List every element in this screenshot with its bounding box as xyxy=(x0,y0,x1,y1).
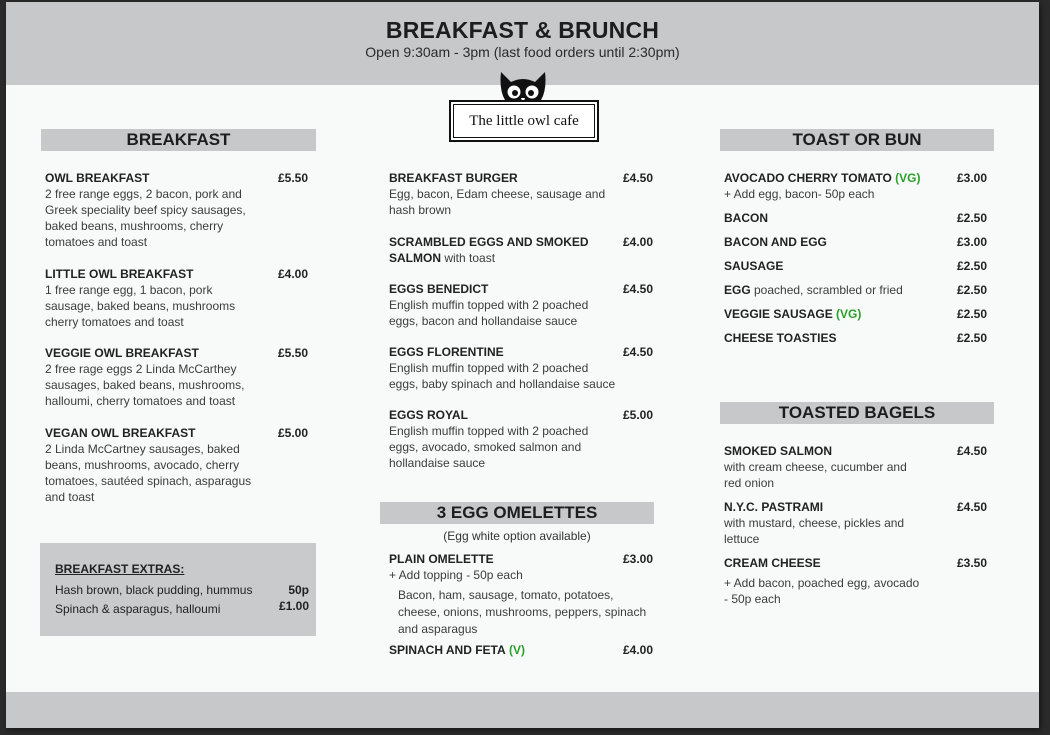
item-desc: and toast xyxy=(45,490,95,504)
item-desc: baked beans, mushrooms, cherry xyxy=(45,219,224,233)
item-name: LITTLE OWL BREAKFAST xyxy=(45,267,194,281)
menu-item xyxy=(45,266,270,330)
item-desc: sausage, baked beans, mushrooms xyxy=(45,299,236,313)
item-price: £4.50 xyxy=(623,345,654,359)
section-heading-bagels: TOASTED BAGELS xyxy=(720,402,994,424)
item-price: £2.50 xyxy=(957,211,988,225)
vegan-tag: (VG) xyxy=(895,171,921,185)
item-price: £2.50 xyxy=(957,331,988,345)
menu-item xyxy=(45,425,270,505)
item-desc: + Add bacon, poached egg, avocado xyxy=(724,576,920,590)
item-desc: with toast xyxy=(441,251,496,265)
menu-item xyxy=(724,330,836,346)
item-desc: poached, scrambled or fried xyxy=(750,283,903,297)
item-desc: 1 free range egg, 1 bacon, pork xyxy=(45,283,213,297)
item-name: BREAKFAST BURGER xyxy=(389,171,518,185)
item-name: CHEESE TOASTIES xyxy=(724,331,837,345)
item-price: £5.50 xyxy=(278,346,309,360)
vegetarian-tag: (V) xyxy=(509,643,526,657)
item-desc: lettuce xyxy=(724,532,760,546)
item-price: £4.00 xyxy=(623,235,654,249)
item-name: VEGAN OWL BREAKFAST xyxy=(45,426,196,440)
item-price: £2.50 xyxy=(957,283,988,297)
item-desc: + Add egg, bacon- 50p each xyxy=(724,187,875,201)
vegan-tag: (VG) xyxy=(836,307,862,321)
logo-frame xyxy=(449,100,599,142)
item-desc: halloumi, cherry tomatoes and toast xyxy=(45,394,236,408)
menu-item xyxy=(724,555,949,607)
item-name: VEGGIE SAUSAGE xyxy=(724,307,833,321)
section-heading-breakfast: BREAKFAST xyxy=(41,129,316,151)
item-name: EGGS FLORENTINE xyxy=(389,345,504,359)
extras-price: 50p xyxy=(288,583,309,597)
item-price: £5.50 xyxy=(278,171,309,185)
menu-item xyxy=(724,234,827,250)
item-price: £3.50 xyxy=(957,556,988,570)
item-price: £2.50 xyxy=(957,259,988,273)
omelette-note: (Egg white option available) xyxy=(443,529,591,543)
item-price: £2.50 xyxy=(957,307,988,321)
item-desc: hollandaise sauce xyxy=(389,456,486,470)
item-desc: tomatoes, sautéed spinach, asparagus xyxy=(45,474,252,488)
item-name: N.Y.C. PASTRAMI xyxy=(724,500,824,514)
item-name: EGG xyxy=(724,283,751,297)
extras-price: £1.00 xyxy=(278,599,309,613)
item-name: AVOCADO CHERRY TOMATO xyxy=(724,171,892,185)
item-desc: English muffin topped with 2 poached xyxy=(389,424,589,438)
topping-line: Bacon, ham, sausage, tomato, potatoes, xyxy=(398,588,614,602)
menu-item xyxy=(389,281,624,329)
menu-item xyxy=(389,642,619,658)
item-desc: with cream cheese, cucumber and xyxy=(724,460,907,474)
item-name: BACON xyxy=(724,211,768,225)
item-name: SMOKED SALMON xyxy=(724,444,832,458)
item-desc: beans, mushrooms, avocado, cherry xyxy=(45,458,240,472)
item-name: OWL BREAKFAST xyxy=(45,171,150,185)
menu-item xyxy=(724,210,768,226)
menu-item xyxy=(389,551,654,583)
item-desc: 2 free rage eggs 2 Linda McCarthey xyxy=(45,362,237,376)
item-name: SPINACH AND FETA xyxy=(389,643,506,657)
item-name: PLAIN OMELETTE xyxy=(389,552,494,566)
item-price: £5.00 xyxy=(623,408,654,422)
menu-item xyxy=(724,170,954,202)
footer-band xyxy=(6,692,1039,728)
item-desc: eggs, baby spinach and hollandaise sauce xyxy=(389,377,616,391)
item-desc: - 50p each xyxy=(724,592,781,606)
topping-list xyxy=(398,587,658,638)
item-desc: + Add topping - 50p each xyxy=(389,568,523,582)
item-desc: cherry tomatoes and toast xyxy=(45,315,184,329)
menu-item xyxy=(724,443,944,491)
item-desc: English muffin topped with 2 poached xyxy=(389,361,589,375)
item-price: £4.50 xyxy=(623,171,654,185)
item-price: £4.50 xyxy=(957,444,988,458)
item-desc: English muffin topped with 2 poached xyxy=(389,298,589,312)
menu-item xyxy=(389,407,624,471)
item-name: EGGS BENEDICT xyxy=(389,282,489,296)
item-desc: eggs, avocado, smoked salmon and xyxy=(389,440,582,454)
item-desc: red onion xyxy=(724,476,775,490)
item-desc: with mustard, cheese, pickles and xyxy=(724,516,905,530)
menu-item xyxy=(45,170,270,250)
cafe-logo xyxy=(449,70,599,145)
item-price: £4.50 xyxy=(623,282,654,296)
opening-hours: Open 9:30am - 3pm (last food orders until 2:30pm) xyxy=(365,44,680,60)
item-desc: hash brown xyxy=(389,203,452,217)
menu-page xyxy=(6,2,1039,728)
section-heading-toast: TOAST OR BUN xyxy=(720,129,994,151)
menu-item xyxy=(724,282,903,298)
page-title: BREAKFAST & BRUNCH xyxy=(385,17,660,43)
item-desc: Greek speciality beef spicy sausages, xyxy=(45,203,246,217)
menu-item xyxy=(389,344,629,392)
item-name: BACON AND EGG xyxy=(724,235,827,249)
menu-item xyxy=(389,234,619,266)
item-desc: tomatoes and toast xyxy=(45,235,148,249)
item-name: SAUSAGE xyxy=(724,259,784,273)
item-desc: sausages, baked beans, mushrooms, xyxy=(45,378,245,392)
logo-text: The little owl cafe xyxy=(453,104,595,138)
extras-row: Spinach & asparagus, halloumi xyxy=(55,602,221,616)
item-name: CREAM CHEESE xyxy=(724,556,821,570)
extras-row: Hash brown, black pudding, hummus xyxy=(55,583,253,597)
menu-item xyxy=(724,306,861,322)
item-price: £3.00 xyxy=(623,552,654,566)
topping-line: cheese, onions, mushrooms, peppers, spinach xyxy=(398,605,647,619)
item-desc: Egg, bacon, Edam cheese, sausage and xyxy=(389,187,606,201)
breakfast-extras-box xyxy=(40,543,316,636)
item-name: SCRAMBLED EGGS AND SMOKED xyxy=(389,235,589,249)
menu-item xyxy=(389,170,619,218)
item-price: £4.50 xyxy=(957,500,988,514)
section-heading-omelettes: 3 EGG OMELETTES xyxy=(380,502,654,524)
item-price: £5.00 xyxy=(278,426,309,440)
extras-title: BREAKFAST EXTRAS: xyxy=(55,562,185,576)
topping-line: and asparagus xyxy=(398,622,478,636)
item-name: VEGGIE OWL BREAKFAST xyxy=(45,346,199,360)
item-desc: 2 free range eggs, 2 bacon, pork and xyxy=(45,187,242,201)
item-name: EGGS ROYAL xyxy=(389,408,468,422)
menu-item xyxy=(724,258,783,274)
item-price: £4.00 xyxy=(623,643,654,657)
menu-item xyxy=(45,345,270,409)
item-price: £4.00 xyxy=(278,267,309,281)
menu-item xyxy=(724,499,944,547)
item-price: £3.00 xyxy=(957,171,988,185)
item-name-cont: SALMON xyxy=(389,251,441,265)
item-price: £3.00 xyxy=(957,235,988,249)
item-desc: eggs, bacon and hollandaise sauce xyxy=(389,314,578,328)
item-desc: 2 Linda McCartney sausages, baked xyxy=(45,442,240,456)
